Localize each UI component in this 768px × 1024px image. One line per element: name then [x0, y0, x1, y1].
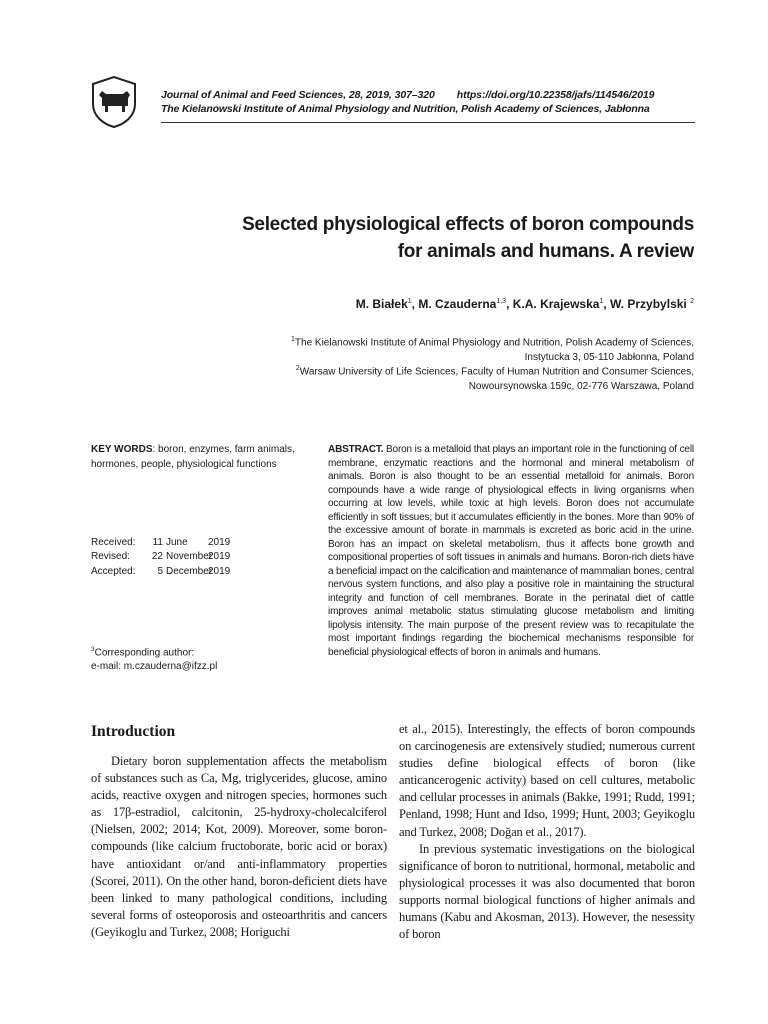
- affiliation-address: Nowoursynowska 159c, 02-776 Warszawa, Poland: [468, 381, 694, 393]
- date-year: 2019: [208, 551, 231, 562]
- author-name: M. Czauderna: [418, 297, 497, 311]
- author-name: W. Przybylski: [610, 297, 687, 311]
- date-month: November: [166, 551, 213, 562]
- date-year: 2019: [208, 537, 231, 548]
- corresponding-email[interactable]: e-mail: m.czauderna@ifzz.pl: [91, 661, 218, 673]
- date-month: June: [166, 537, 188, 548]
- affiliation-2: [296, 362, 694, 395]
- paragraph: Dietary boron supplementation affects the metabolism of substances such as Ca, Mg, triglycerides, glucose, amino acids, reactive oxygen and nitrogen species, hormones such as 17β-estradiol, calcitonin, 25-hydroxy-cholecalciferol (Nielsen, 2002; 2014; Kot, 2009). Moreover, some boron-compounds (like calcium fructoborate, boric acid or borax) have antioxidant or/and anti-inflammatory properties (Scorei, 2011). On the other hand, boron-deficient diets have been linked to many pathological conditions, including several forms of osteoporosis and osteoarthritis and cancers (Geyikoglu and Turkez, 2008; Horiguchi: [91, 754, 387, 939]
- author-sup: 1: [599, 298, 604, 305]
- header-divider: [161, 122, 695, 123]
- section-heading-introduction: Introduction: [91, 723, 176, 740]
- corresponding-sup: 3: [91, 646, 95, 653]
- date-day: 11: [152, 537, 163, 548]
- keywords-block: [91, 443, 316, 473]
- author-sup: 2: [690, 298, 694, 305]
- author-name: K.A. Krajewska: [512, 297, 600, 311]
- publisher-line: The Kielanowski Institute of Animal Physiology and Nutrition, Polish Academy of Sciences, Jabłonna: [161, 103, 650, 115]
- corresponding-label: Corresponding author:: [94, 647, 195, 659]
- date-year: 2019: [208, 566, 231, 577]
- date-label: Accepted:: [91, 566, 136, 577]
- body-column-right: [399, 721, 695, 943]
- date-month: December: [166, 566, 213, 577]
- journal-citation: Journal of Animal and Feed Sciences, 28, 2019, 307–320: [161, 89, 435, 101]
- paragraph: et al., 2015). Interestingly, the effects of boron compounds on carcinogenesis are extensively studied; numerous current studies define biological effects of boron (like anticancerogenic activity) based on cell cultures, metabolic and cellular processes in animals (Bakke, 1991; Rudd, 1991; Penland, 1998; Hunt and Idso, 1999; Hunt, 2003; Geyikoglu and Turkez, 2008; Doğan et al., 2017).: [399, 722, 695, 839]
- accepted-date: [91, 566, 231, 577]
- affiliation-1: [291, 333, 694, 366]
- affiliation-sup: 2: [295, 365, 300, 372]
- keywords-text: : boron, enzymes, farm animals, hormones, people, physiological functions: [91, 444, 295, 470]
- date-day: 22: [151, 551, 163, 562]
- article-title: [242, 211, 694, 265]
- title-line-2: for animals and humans. A review: [397, 241, 694, 262]
- corresponding-author: [91, 643, 217, 674]
- journal-logo-icon: [90, 76, 138, 128]
- date-label: Revised:: [91, 551, 130, 562]
- affiliation-text: The Kielanowski Institute of Animal Physiology and Nutrition, Polish Academy of Sciences,: [294, 337, 694, 349]
- date-label: Received:: [91, 537, 136, 548]
- title-line-1: Selected physiological effects of boron compounds: [242, 214, 694, 235]
- author-sup: 1: [407, 298, 412, 305]
- affiliation-address: Instytucka 3, 05-110 Jabłonna, Poland: [524, 352, 694, 364]
- keywords-label: KEY WORDS: [91, 444, 153, 455]
- body-column-left: [91, 753, 387, 941]
- author-name: M. Białek: [355, 297, 408, 311]
- paragraph: In previous systematic investigations on the biological significance of boron to nutritional, hormonal, metabolic and physiological processes it was also documented that boron supports normal biological functions of higher animals and humans (Kabu and Akosman, 2013). However, the nesessity of boron: [399, 841, 695, 942]
- abstract-label: ABSTRACT.: [328, 444, 384, 455]
- doi-link[interactable]: https://doi.org/10.22358/jafs/114546/2019: [456, 89, 655, 101]
- affiliation-text: Warsaw University of Life Sciences, Faculty of Human Nutrition and Consumer Sciences,: [299, 366, 694, 378]
- date-day: 5: [157, 566, 163, 577]
- abstract-block: [328, 443, 694, 659]
- received-date: [91, 537, 231, 548]
- author-list: M. Białek$^1$, M. Czauderna$^{1,3}$, K.A. Krajewska$^1$, W. Przybylski $^2$: [355, 297, 694, 311]
- journal-header-line: [161, 89, 654, 101]
- author-sup: 1,3: [496, 298, 507, 305]
- abstract-text: Boron is a metalloid that plays an important role in the functioning of cell membrane, enzymatic reactions and the hormonal and mineral metabolism of animals. Boron is also thought to be an essential metalloid for animals. Boron compounds have a wide range of physiological effects in living organisms when occurring at low levels, while toxic at high levels. Boron does not accumulate efficiently in soft tissues; but it accumulates efficiently in the bones. More than 90% of the excessive amount of borate in mammals is excreted as boric acid in the urine. Boron has an impact on skeletal metabolism, thus it affects bone growth and compositional properties of soft tissues in animals and humans. Boron-rich diets have a beneficial impact on the calcification and maintenance of mammalian bones, central nervous system functions, and also play a positive role in maintaining the structural integrity and function of cell membranes. Borate in the perinatal diet of cattle improves animal metabolic status stimulating glucose metabolism and limiting lipolysis intensity. The main purpose of the present review was to recapitulate the most important findings regarding the biochemical mechanisms responsible for beneficial physiological effects of boron in animals and humans.: [328, 444, 694, 658]
- revised-date: [91, 551, 231, 562]
- affiliation-sup: 1: [291, 336, 295, 343]
